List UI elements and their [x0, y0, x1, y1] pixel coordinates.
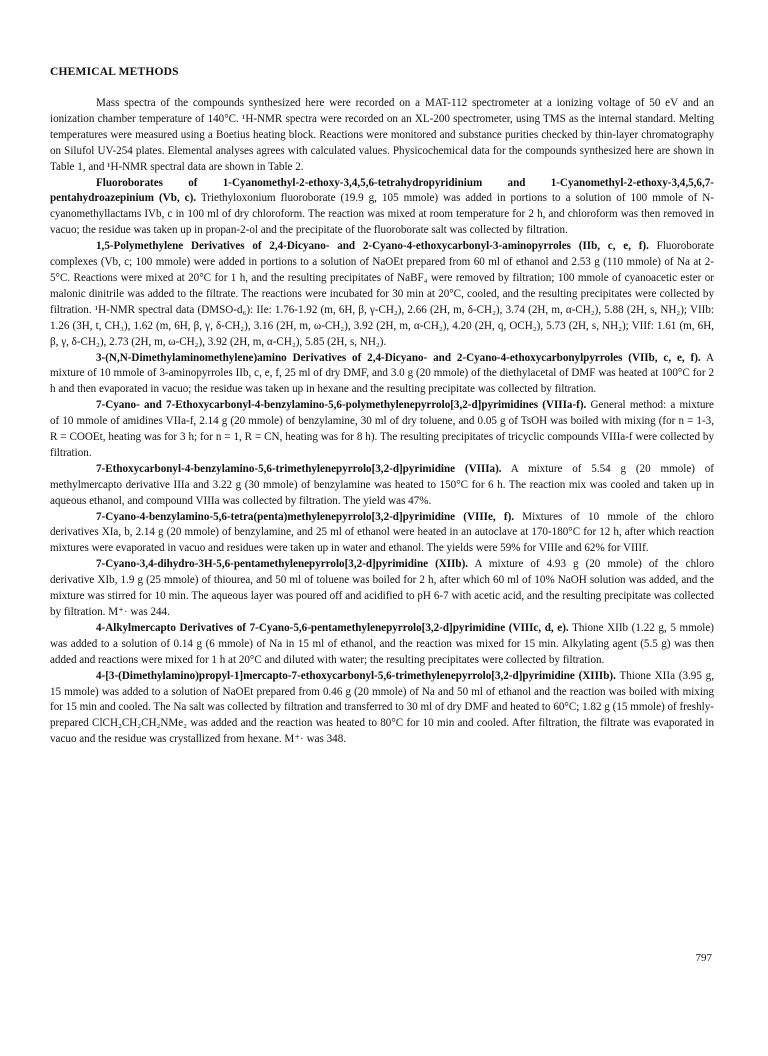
paragraph-title: 7-Cyano-4-benzylamino-5,6-tetra(penta)methylenepyrrolo[3,2-d]pyrimidine (VIIIe, f).: [96, 510, 515, 523]
paragraph-text: Mixtures of 10 mmole of the chloro derivatives XIa, b, 2.14 g (20 mmole) of benzylamine, and 25 ml of ethanol were heated in an autoclave at 170-180°C for 12 h, after which reaction mixtures were evaporated in vacuo and residues were taken up in water and ethanol. The yields were 59% for VIIIe and 62% for VIIIf.: [50, 510, 714, 555]
paragraph-text: Fluoroborate complexes (Vb, c; 100 mmole) were added in portions to a solution of NaOEt prepared from 60 ml of ethanol and 2.53 g (110 mmole) of Na at 2-5°C. Reactions were mixed at 20°C for 1 h, and the resulting precipitates of NaBF₄ were removed by filtration; 100 mmole of cyanoacetic ester or malonic dinitrile was added to the filtrate. The reactions were incubated for 30 min at 20°C, cooled, and the resulting precipitates were collected by filtration. ¹H-NMR spectral data (DMSO-d₆): IIe: 1.76-1.92 (m, 6H, β, γ-CH₂), 2.66 (2H, m, δ-CH₂), 3.74 (2H, m, α-CH₂), 5.88 (2H, s, NH₂); VIIb: 1.26 (3H, t, CH₃), 1.62 (m, 6H, β, γ, δ-CH₂), 3.16 (2H, m, ω-CH₂), 3.92 (2H, m, α-CH₂), 4.20 (2H, q, OCH₂), 5.73 (2H, s, NH₂); VIIf: 1.61 (m, 6H, β, γ, δ-CH₂), 2.73 (2H, m, ω-CH₂), 3.92 (2H, m, α-CH₂), 5.85 (2H, s, NH₂).: [50, 240, 714, 348]
page-number: 797: [695, 952, 712, 964]
paragraph-text: General method: a mixture of 10 mmole of amidines VIIa-f, 2.14 g (20 mmole) of benzylamine, 30 ml of dry toluene, and 0.05 g of TsOH was boiled with mixing (for n = 1-3, R = COOEt, heating was for 3 h; for n = 1, R = CN, heating was for 8 h). The resulting precipitates of tricyclic compounds VIIIa-f were collected by filtration.: [50, 399, 714, 459]
paragraph-title: 4-Alkylmercapto Derivatives of 7-Cyano-5,6-pentamethylenepyrrolo[3,2-d]pyrimidine (VIIIc, d, e).: [96, 621, 569, 634]
paragraph-8: [50, 557, 714, 621]
paragraph-text: Thione XIIa (3.95 g, 15 mmole) was added to a solution of NaOEt prepared from 0.46 g (20 mmole) of Na and 50 ml of ethanol and the reaction was boiled with mixing for 15 min and cooled. The Na salt was collected by filtration and transferred to 30 ml of dry DMF and heated to 60°C; 1.82 g (15 mmole) of freshly-prepared ClCH₂CH₂CH₂NMe₂ was added and the reaction was heated to 80°C for 10 min and cooled. After filtration, the filtrate was evaporated in vacuo and the residue was crystallized from hexane. M⁺· was 348.: [50, 669, 714, 746]
paragraph-title: 4-[3-(Dimethylamino)propyl-1]mercapto-7-ethoxycarbonyl-5,6-trimethylenepyrrolo[3,2-d]pyrimidine (XIIIb).: [96, 669, 616, 682]
paragraph-4: [50, 351, 714, 399]
paragraph-7: [50, 510, 714, 558]
body-text: [50, 96, 714, 748]
paragraph-text: Mass spectra of the compounds synthesized here were recorded on a MAT-112 spectrometer at a ionizing voltage of 50 eV and an ionization chamber temperature of 140°C. ¹H-NMR spectra were recorded on an XL-200 spectrometer, using TMS as the internal standard. Melting temperatures were measured using a Boetius heating block. Reactions were monitored and substance purities checked by thin-layer chromatography on Silufol UV-254 plates. Elemental analyses agrees with calculated values. Physicochemical data for the compounds synthesized here are shown in Table 1, and ¹H-NMR spectral data are shown in Table 2.: [50, 97, 714, 173]
paragraph-9: [50, 621, 714, 669]
paragraph-1: [50, 96, 714, 176]
paragraph-title: 7-Cyano-3,4-dihydro-3H-5,6-pentamethylenepyrrolo[3,2-d]pyrimidine (XIIb).: [96, 558, 469, 571]
paragraph-title: 7-Ethoxycarbonyl-4-benzylamino-5,6-trimethylenepyrrolo[3,2-d]pyrimidine (VIIIa).: [96, 462, 502, 475]
paragraph-text: Thione XIIb (1.22 g, 5 mmole) was added to a solution of 0.14 g (6 mmole) of Na in 15 ml of ethanol, and the reaction was mixed for 15 min. Alkylating agent (5.5 g) was then added and reactions were mixed for 1 h at 20°C and diluted with water; the resulting precipitates were collected by filtration.: [50, 621, 714, 666]
paragraph-title: Fluoroborates of 1-Cyanomethyl-2-ethoxy-3,4,5,6-tetrahydropyridinium and 1-Cyanomethyl-2-ethoxy-3,4,5,6,7-pentahydroazepinium (Vb, c).: [50, 176, 714, 205]
paragraph-10: [50, 669, 714, 749]
paragraph-text: Triethyloxonium fluoroborate (19.9 g, 105 mmole) was added in portions to a solution of 100 mmole of N-cyanomethyllactams IVb, c in 100 ml of dry chloroform. The reaction was mixed at room temperature for 2 h, and chloroform was then removed in vacuo; the residue was taken up in propan-2-ol and the precipitate of the fluoroborate salt was collected by filtration.: [50, 192, 714, 237]
paragraph-title: 1,5-Polymethylene Derivatives of 2,4-Dicyano- and 2-Cyano-4-ethoxycarbonyl-3-aminopyrroles (IIb, c, e, f).: [96, 240, 649, 253]
paragraph-text: A mixture of 4.93 g (20 mmole) of the chloro derivative XIb, 1.9 g (25 mmole) of thiourea, and 50 ml of toluene was boiled for 2 h, after which 60 ml of 10% NaOH solution was added, and the mixture was stirred for 10 min. The aqueous layer was poured off and acidified to pH 6-7 with acetic acid, and the resulting precipitate was collected by filtration. M⁺· was 244.: [50, 558, 714, 618]
paragraph-title: 7-Cyano- and 7-Ethoxycarbonyl-4-benzylamino-5,6-polymethylenepyrrolo[3,2-d]pyrimidines (VIIIa-f).: [96, 399, 587, 412]
paragraph-6: [50, 462, 714, 510]
paragraph-3: [50, 239, 714, 350]
section-heading: CHEMICAL METHODS: [50, 66, 179, 78]
paragraph-title: 3-(N,N-Dimethylaminomethylene)amino Derivatives of 2,4-Dicyano- and 2-Cyano-4-ethoxycarbonylpyrroles (VIIb, c, e, f).: [96, 351, 701, 364]
paragraph-text: A mixture of 5.54 g (20 mmole) of methylmercapto derivative IIIa and 3.22 g (30 mmole) of benzylamine was heated to 150°C for 6 h. The reaction mix was cooled and taken up in aqueous ethanol, and compound VIIIa was collected by filtration. The yield was 47%.: [50, 462, 715, 507]
paragraph-2: [50, 176, 714, 240]
paragraph-text: A mixture of 10 mmole of 3-aminopyrroles IIb, c, e, f, 25 ml of dry DMF, and 3.0 g (20 mmole) of the diethylacetal of DMF was heated at 100°C for 2 h and then evaporated in vacuo; the residue was taken up in hexane and the resulting precipitate was collected by filtration.: [50, 351, 714, 396]
paragraph-5: [50, 398, 714, 462]
